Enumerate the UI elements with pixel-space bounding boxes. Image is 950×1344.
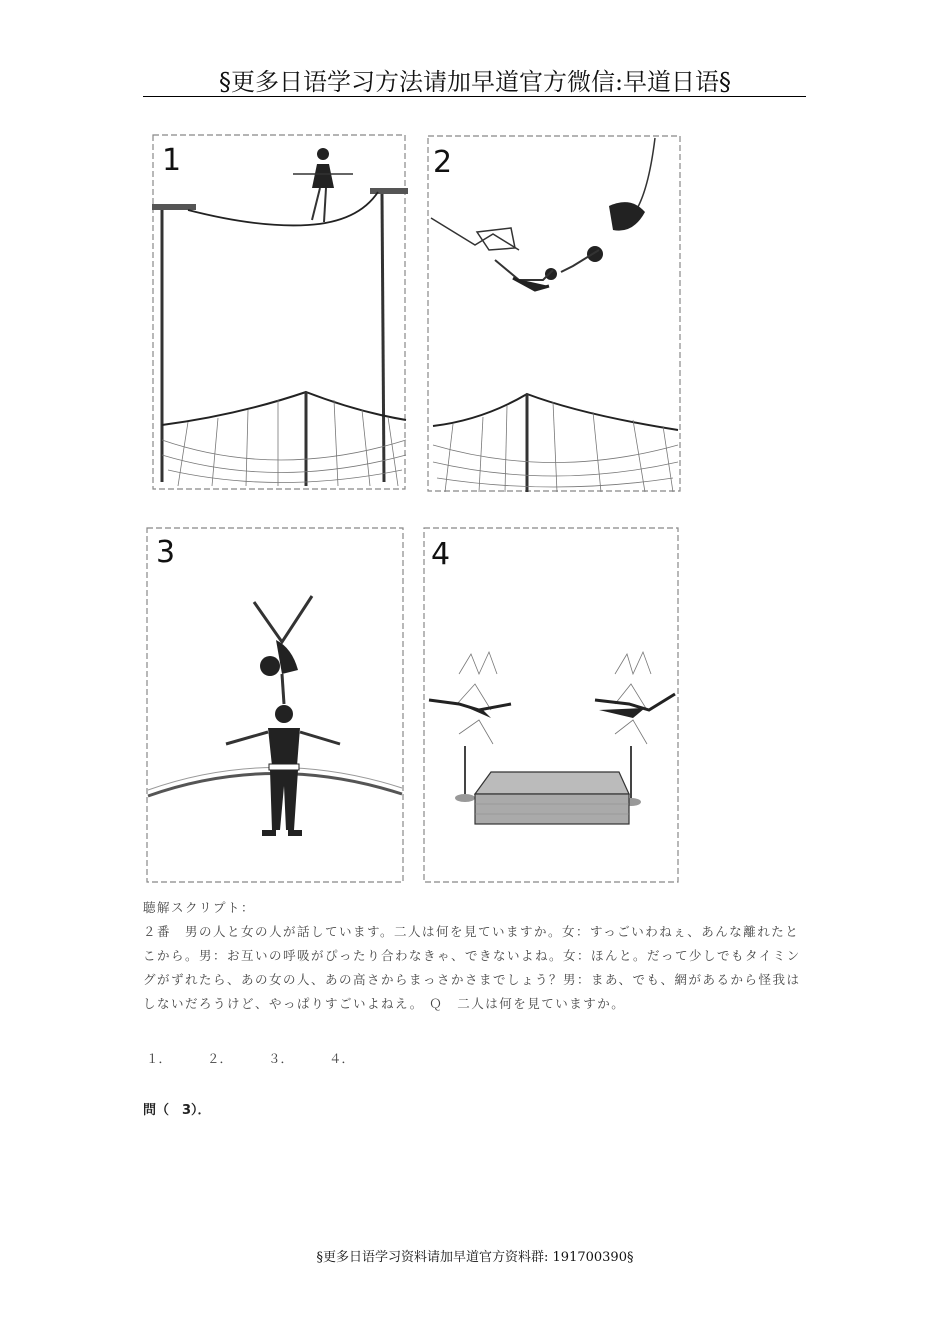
option-3: ３．	[268, 1051, 294, 1066]
header-divider	[143, 96, 806, 97]
handstand-balance-icon	[142, 524, 408, 886]
script-text: ２番 男の人と女の人が話しています。二人は何を見ていますか。女：すっごいわねぇ、あんな離れたとこから。男：お互いの呼吸がぴったり合わなきゃ、できないよね。女：ほんと。だって少しでもタイミングがずれたら、あの女の人、あの高さからまっさかさまでしょう？男：まあ、でも、網があるから怪我はしないだろうけど、やっぱりすごいよねえ。 Ｑ 二人は何を見ていますか。	[143, 924, 801, 1011]
panel-number: 3	[156, 535, 176, 570]
listening-script	[143, 896, 808, 1016]
trampoline-flyers-icon	[419, 524, 685, 886]
trapeze-catch-icon	[423, 130, 685, 496]
answer-options	[146, 1049, 390, 1067]
panel-number: 1	[162, 143, 182, 178]
picture-panel-1	[148, 130, 410, 494]
page-header-title: §更多日语学习方法请加早道官方微信:早道日语§	[218, 68, 732, 96]
script-label: 聴解スクリプト：	[143, 900, 256, 915]
panel-number: 4	[431, 537, 451, 572]
option-4: ４．	[329, 1051, 355, 1066]
tightrope-walker-icon	[148, 130, 410, 494]
panel-number: 2	[433, 145, 453, 180]
option-2: ２．	[207, 1051, 233, 1066]
picture-panel-4	[419, 524, 685, 886]
picture-panel-2	[423, 130, 685, 496]
option-1: １．	[146, 1051, 172, 1066]
picture-panel-3	[142, 524, 408, 886]
question-answer: 問（ 3）．	[143, 1103, 211, 1118]
page-footer: §更多日语学习资料请加早道官方资料群: 191700390§	[316, 1250, 634, 1265]
